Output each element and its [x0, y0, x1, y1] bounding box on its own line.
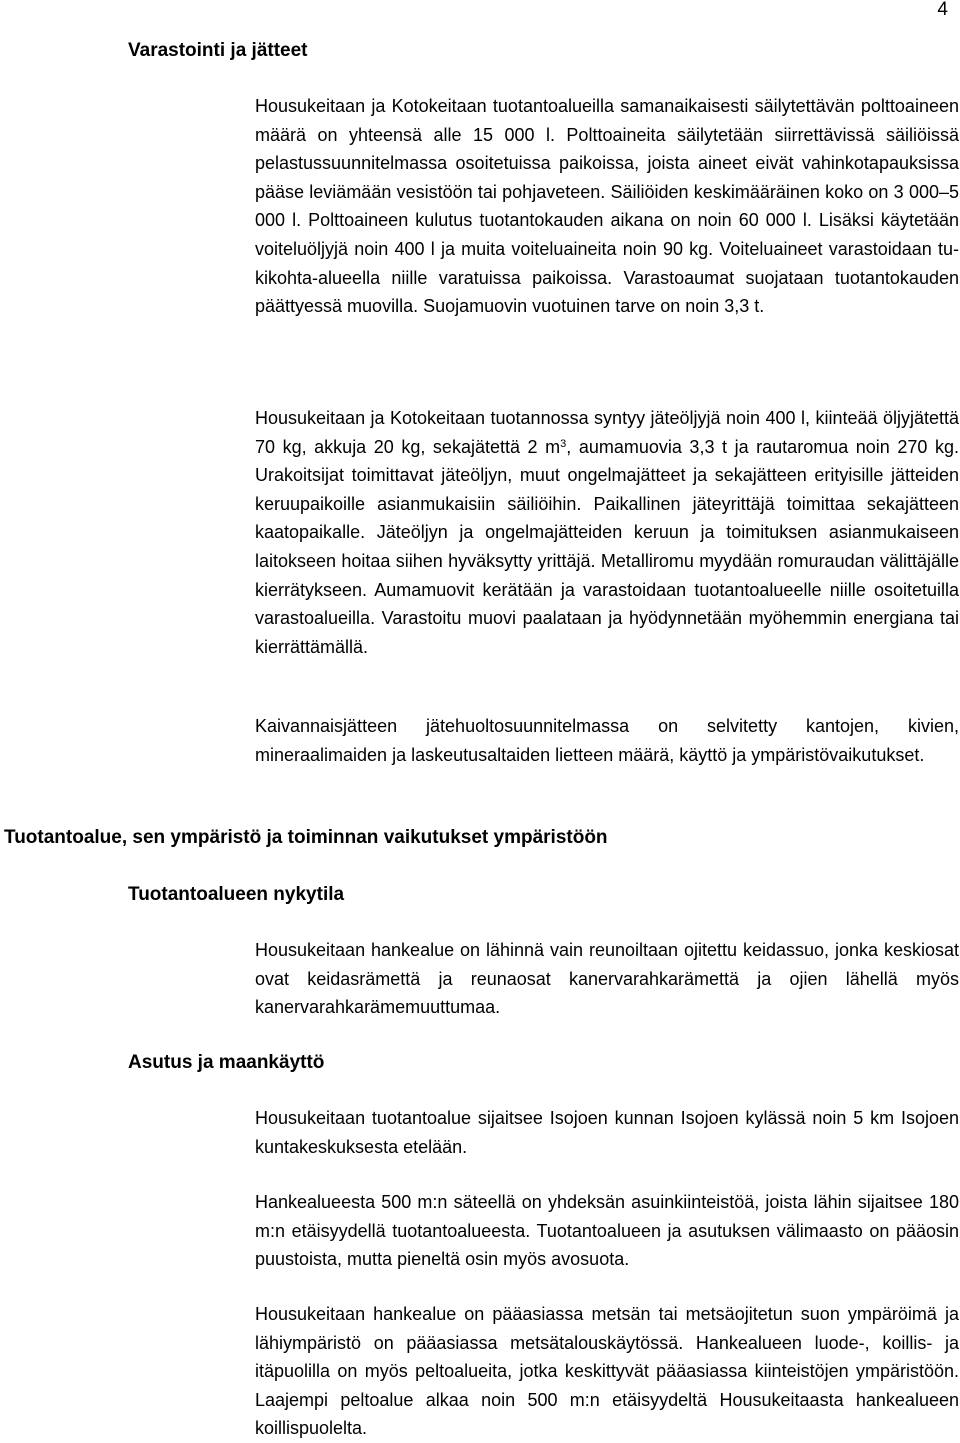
paragraph-surroundings: Housukeitaan hankealue on pääasiassa metsän tai metsäojitetun suon ympäröimä ja lähiympäristö on pääasiassa metsätalouskäytössä. Hankealueen luode-, koillis- ja itäpuolilla on myös peltoalueita, jotka keskittyvät pääasiassa kiinteistöjen ympäristöön. Laajempi peltoalue alkaa noin 500 m:n etäisyydeltä Housukeitaasta hankealueen koillispuolelta. [255, 1304, 959, 1439]
heading-production-area: Tuotantoalue, sen ympäristö ja toiminnan vaikutukset ympäristöön [4, 827, 608, 848]
page-number: 4 [937, 0, 948, 20]
heading-current-state: Tuotantoalueen nykytila [128, 884, 345, 905]
superscript-cubic: 3 [560, 437, 567, 450]
paragraph-location: Housukeitaan tuotantoalue sijaitsee Isojoen kunnan Isojoen kylässä noin 5 km Isojoen kuntakeskuksesta etelään. [255, 1108, 959, 1157]
paragraph-fuel-storage: Housukeitaan ja Kotokeitaan tuotantoalueilla samanaikaisesti säilytettävän polttoaineen määrä on yhteensä alle 15 000 l. Polttoaineita säilytetään siirrettävissä säiliöissä pelastussuunnitelmassa osoitetuissa paikoissa, joista aineet eivät vahinkotapauksissa pääse leviämään vesistöön tai pohjaveteen. Säiliöiden keskimääräinen koko on 3 000–5 000 l. Polttoaineen kulutus tuotantokauden aikana on noin 60 000 l. Lisäksi käytetään voiteluöljyjä noin 400 l ja muita voiteluaineita noin 90 kg. Voiteluaineet varastoidaan tukikohta-alueella niille varatuissa paikoissa. Varastoaumat suojataan tuotantokauden päättyessä muovilla. Suojamuovin vuotuinen tarve on noin 3,3 t. [255, 96, 959, 317]
paragraph-current-state: Housukeitaan hankealue on lähinnä vain reunoiltaan ojitettu keidassuo, jonka keskiosat ovat keidasrämettä ja reunaosat kanervarahkarämettä ja ojien lähellä myös kanervarahkarämemuuttumaa. [255, 940, 959, 1018]
paragraph-extractive-waste: Kaivannaisjätteen jätehuoltosuunnitelmassa on selvitetty kantojen, kivien, mineraalimaiden ja laskeutusaltaiden lietteen määrä, käyttö ja ympäristövaikutukset. [255, 716, 959, 765]
heading-storage-waste: Varastointi ja jätteet [128, 40, 308, 61]
paragraph-waste-amounts [255, 404, 959, 661]
paragraph-residences: Hankealueesta 500 m:n säteellä on yhdeksän asuinkiinteistöä, joista lähin sijaitsee 180 m:n etäisyydellä tuotantoalueesta. Tuotantoalueen ja asutuksen välimaasto on pääosin puustoista, mutta pieneltä osin myös avosuota. [255, 1192, 959, 1270]
paragraph-waste-text-a: Housukeitaan ja Kotokeitaan tuotannossa syntyy jäteöljyjä noin 400 l, kiinteää öljyjätettä 70 kg, akkuja 20 kg, sekajätettä 2 m [255, 408, 959, 457]
heading-settlement-land-use: Asutus ja maankäyttö [128, 1052, 325, 1073]
paragraph-waste-text-b: , aumamuovia 3,3 t ja rautaromua noin 270 kg. Urakoitsijat toimittavat jäteöljyn, muut ongelmajätteet ja sekajätteen erityisille jätteiden keruupaikoille asianmukaisiin säiliöihin. Paikallinen jäteyrittäjä toimittaa sekajätteen kaatopaikalle. Jäteöljyn ja ongelmajätteiden keruun ja toimituksen asianmukaiseen laitokseen hoitaa siihen hyväksytty yrittäjä. Metalliromu myydään romuraudan välittäjälle kierrätykseen. Aumamuovit kerätään ja varastoidaan tuotantoalueelle niille osoitetuilla varastoalueilla. Varastoitu muovi paalataan ja hyödynnetään myöhemmin energiana tai kierrättämällä. [255, 436, 959, 657]
